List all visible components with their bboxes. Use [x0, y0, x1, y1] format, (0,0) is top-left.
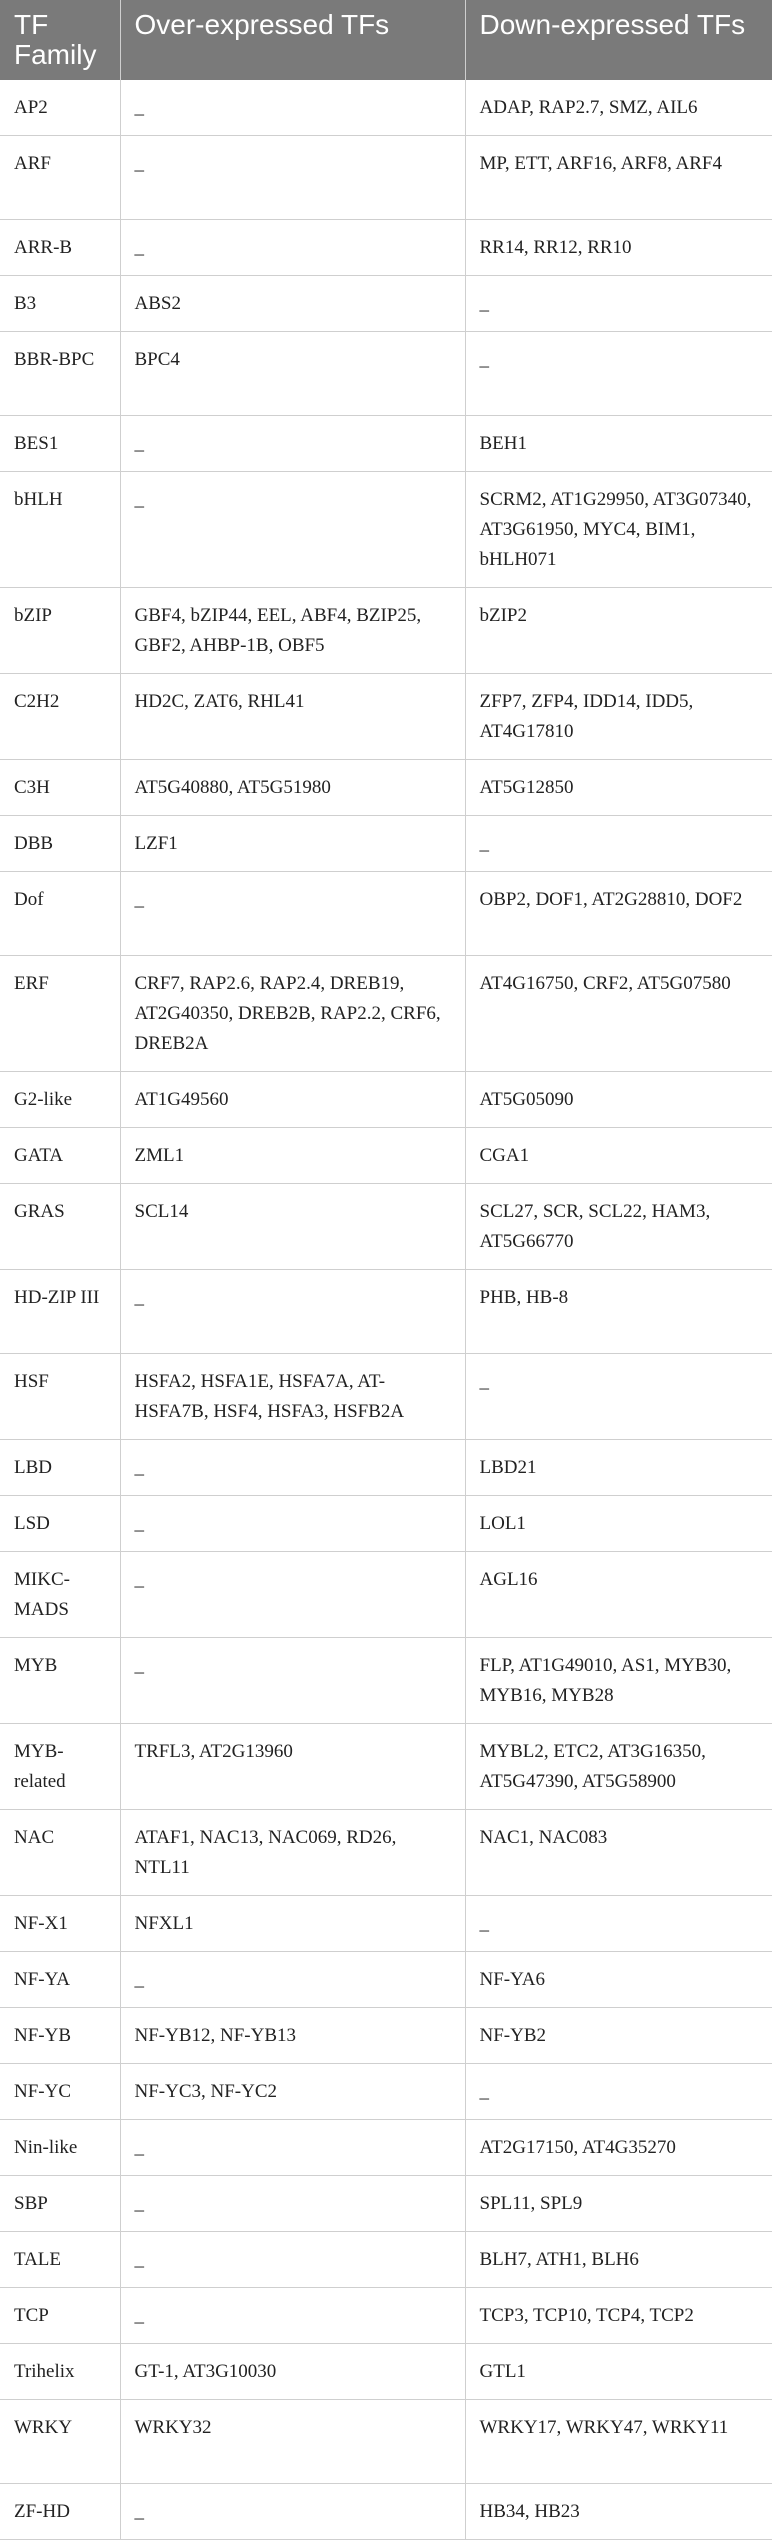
table-row — [0, 2008, 772, 2064]
table-row — [0, 220, 772, 276]
table-row — [0, 1184, 772, 1270]
down-expressed-cell: SPL11, SPL9 — [465, 2176, 772, 2232]
family-cell: G2-like — [0, 1072, 120, 1128]
table-row — [0, 2400, 772, 2484]
down-expressed-cell: AGL16 — [465, 1552, 772, 1638]
down-expressed-cell: BLH7, ATH1, BLH6 — [465, 2232, 772, 2288]
over-expressed-cell: ZML1 — [120, 1128, 465, 1184]
family-cell: HSF — [0, 1354, 120, 1440]
family-cell: DBB — [0, 816, 120, 872]
over-expressed-cell: TRFL3, AT2G13960 — [120, 1724, 465, 1810]
table-row — [0, 1552, 772, 1638]
family-cell: NAC — [0, 1810, 120, 1896]
over-expressed-cell: NF-YB12, NF-YB13 — [120, 2008, 465, 2064]
table-row — [0, 80, 772, 136]
over-expressed-cell: _ — [120, 472, 465, 588]
over-expressed-cell: _ — [120, 2232, 465, 2288]
over-expressed-cell: ABS2 — [120, 276, 465, 332]
header-down-expressed: Down-expressed TFs — [465, 0, 772, 80]
over-expressed-cell: CRF7, RAP2.6, RAP2.4, DREB19, AT2G40350, DREB2B, RAP2.2, CRF6, DREB2A — [120, 956, 465, 1072]
family-cell: TCP — [0, 2288, 120, 2344]
family-cell: Dof — [0, 872, 120, 956]
table-row — [0, 2176, 772, 2232]
over-expressed-cell: _ — [120, 1270, 465, 1354]
over-expressed-cell: _ — [120, 2288, 465, 2344]
down-expressed-cell: AT5G05090 — [465, 1072, 772, 1128]
header-row — [0, 0, 772, 80]
family-cell: BES1 — [0, 416, 120, 472]
table-header — [0, 0, 772, 80]
table-row — [0, 2288, 772, 2344]
over-expressed-cell: WRKY32 — [120, 2400, 465, 2484]
down-expressed-cell: OBP2, DOF1, AT2G28810, DOF2 — [465, 872, 772, 956]
family-cell: WRKY — [0, 2400, 120, 2484]
down-expressed-cell: GTL1 — [465, 2344, 772, 2400]
over-expressed-cell: GBF4, bZIP44, EEL, ABF4, BZIP25, GBF2, AHBP-1B, OBF5 — [120, 588, 465, 674]
table-row — [0, 760, 772, 816]
over-expressed-cell: AT5G40880, AT5G51980 — [120, 760, 465, 816]
table-row — [0, 1496, 772, 1552]
down-expressed-cell: AT2G17150, AT4G35270 — [465, 2120, 772, 2176]
down-expressed-cell: NF-YB2 — [465, 2008, 772, 2064]
down-expressed-cell: BEH1 — [465, 416, 772, 472]
over-expressed-cell: _ — [120, 1952, 465, 2008]
family-cell: HD-ZIP III — [0, 1270, 120, 1354]
table-row — [0, 472, 772, 588]
down-expressed-cell: WRKY17, WRKY47, WRKY11 — [465, 2400, 772, 2484]
down-expressed-cell: ADAP, RAP2.7, SMZ, AIL6 — [465, 80, 772, 136]
table-row — [0, 1128, 772, 1184]
family-cell: LSD — [0, 1496, 120, 1552]
table-row — [0, 2120, 772, 2176]
family-cell: ERF — [0, 956, 120, 1072]
down-expressed-cell: PHB, HB-8 — [465, 1270, 772, 1354]
down-expressed-cell: AT4G16750, CRF2, AT5G07580 — [465, 956, 772, 1072]
over-expressed-cell: AT1G49560 — [120, 1072, 465, 1128]
family-cell: ARR-B — [0, 220, 120, 276]
family-cell: bHLH — [0, 472, 120, 588]
family-cell: MIKC-MADS — [0, 1552, 120, 1638]
over-expressed-cell: LZF1 — [120, 816, 465, 872]
over-expressed-cell: _ — [120, 80, 465, 136]
down-expressed-cell: bZIP2 — [465, 588, 772, 674]
over-expressed-cell: _ — [120, 1496, 465, 1552]
table-row — [0, 1952, 772, 2008]
family-cell: AP2 — [0, 80, 120, 136]
family-cell: Trihelix — [0, 2344, 120, 2400]
down-expressed-cell: AT5G12850 — [465, 760, 772, 816]
over-expressed-cell: HSFA2, HSFA1E, HSFA7A, AT-HSFA7B, HSF4, HSFA3, HSFB2A — [120, 1354, 465, 1440]
family-cell: NF-YC — [0, 2064, 120, 2120]
over-expressed-cell: SCL14 — [120, 1184, 465, 1270]
family-cell: TALE — [0, 2232, 120, 2288]
down-expressed-cell: _ — [465, 1354, 772, 1440]
down-expressed-cell: _ — [465, 332, 772, 416]
table-row — [0, 1810, 772, 1896]
table-row — [0, 416, 772, 472]
table-row — [0, 2344, 772, 2400]
down-expressed-cell: FLP, AT1G49010, AS1, MYB30, MYB16, MYB28 — [465, 1638, 772, 1724]
over-expressed-cell: _ — [120, 2484, 465, 2540]
table-row — [0, 674, 772, 760]
over-expressed-cell: _ — [120, 1552, 465, 1638]
table-row — [0, 1270, 772, 1354]
table-row — [0, 1440, 772, 1496]
family-cell: MYB — [0, 1638, 120, 1724]
over-expressed-cell: NF-YC3, NF-YC2 — [120, 2064, 465, 2120]
over-expressed-cell: _ — [120, 2120, 465, 2176]
family-cell: NF-YB — [0, 2008, 120, 2064]
down-expressed-cell: SCRM2, AT1G29950, AT3G07340, AT3G61950, MYC4, BIM1, bHLH071 — [465, 472, 772, 588]
table-body — [0, 80, 772, 2540]
down-expressed-cell: _ — [465, 1896, 772, 1952]
down-expressed-cell: SCL27, SCR, SCL22, HAM3, AT5G66770 — [465, 1184, 772, 1270]
header-over-expressed: Over-expressed TFs — [120, 0, 465, 80]
table-row — [0, 332, 772, 416]
down-expressed-cell: HB34, HB23 — [465, 2484, 772, 2540]
over-expressed-cell: ATAF1, NAC13, NAC069, RD26, NTL11 — [120, 1810, 465, 1896]
over-expressed-cell: _ — [120, 416, 465, 472]
family-cell: MYB-related — [0, 1724, 120, 1810]
family-cell: NF-X1 — [0, 1896, 120, 1952]
down-expressed-cell: MP, ETT, ARF16, ARF8, ARF4 — [465, 136, 772, 220]
down-expressed-cell: _ — [465, 276, 772, 332]
table-row — [0, 1896, 772, 1952]
family-cell: LBD — [0, 1440, 120, 1496]
family-cell: bZIP — [0, 588, 120, 674]
table-row — [0, 276, 772, 332]
down-expressed-cell: ZFP7, ZFP4, IDD14, IDD5, AT4G17810 — [465, 674, 772, 760]
down-expressed-cell: LOL1 — [465, 1496, 772, 1552]
table-row — [0, 136, 772, 220]
over-expressed-cell: GT-1, AT3G10030 — [120, 2344, 465, 2400]
family-cell: ARF — [0, 136, 120, 220]
down-expressed-cell: NAC1, NAC083 — [465, 1810, 772, 1896]
family-cell: BBR-BPC — [0, 332, 120, 416]
family-cell: B3 — [0, 276, 120, 332]
table-row — [0, 2064, 772, 2120]
over-expressed-cell: _ — [120, 2176, 465, 2232]
table-row — [0, 1072, 772, 1128]
table-row — [0, 2484, 772, 2540]
down-expressed-cell: CGA1 — [465, 1128, 772, 1184]
down-expressed-cell: RR14, RR12, RR10 — [465, 220, 772, 276]
family-cell: ZF-HD — [0, 2484, 120, 2540]
down-expressed-cell: NF-YA6 — [465, 1952, 772, 2008]
table-row — [0, 2232, 772, 2288]
down-expressed-cell: _ — [465, 2064, 772, 2120]
table-row — [0, 816, 772, 872]
family-cell: SBP — [0, 2176, 120, 2232]
down-expressed-cell: LBD21 — [465, 1440, 772, 1496]
table-row — [0, 588, 772, 674]
table-row — [0, 1638, 772, 1724]
over-expressed-cell: _ — [120, 1638, 465, 1724]
family-cell: Nin-like — [0, 2120, 120, 2176]
over-expressed-cell: _ — [120, 220, 465, 276]
family-cell: NF-YA — [0, 1952, 120, 2008]
over-expressed-cell: NFXL1 — [120, 1896, 465, 1952]
family-cell: C2H2 — [0, 674, 120, 760]
over-expressed-cell: _ — [120, 872, 465, 956]
family-cell: GATA — [0, 1128, 120, 1184]
over-expressed-cell: BPC4 — [120, 332, 465, 416]
family-cell: GRAS — [0, 1184, 120, 1270]
down-expressed-cell: TCP3, TCP10, TCP4, TCP2 — [465, 2288, 772, 2344]
family-cell: C3H — [0, 760, 120, 816]
down-expressed-cell: MYBL2, ETC2, AT3G16350, AT5G47390, AT5G58900 — [465, 1724, 772, 1810]
over-expressed-cell: HD2C, ZAT6, RHL41 — [120, 674, 465, 760]
down-expressed-cell: _ — [465, 816, 772, 872]
table-row — [0, 956, 772, 1072]
over-expressed-cell: _ — [120, 1440, 465, 1496]
table-row — [0, 1724, 772, 1810]
over-expressed-cell: _ — [120, 136, 465, 220]
table-row — [0, 1354, 772, 1440]
header-tf-family: TF Family — [0, 0, 120, 80]
table-row — [0, 872, 772, 956]
